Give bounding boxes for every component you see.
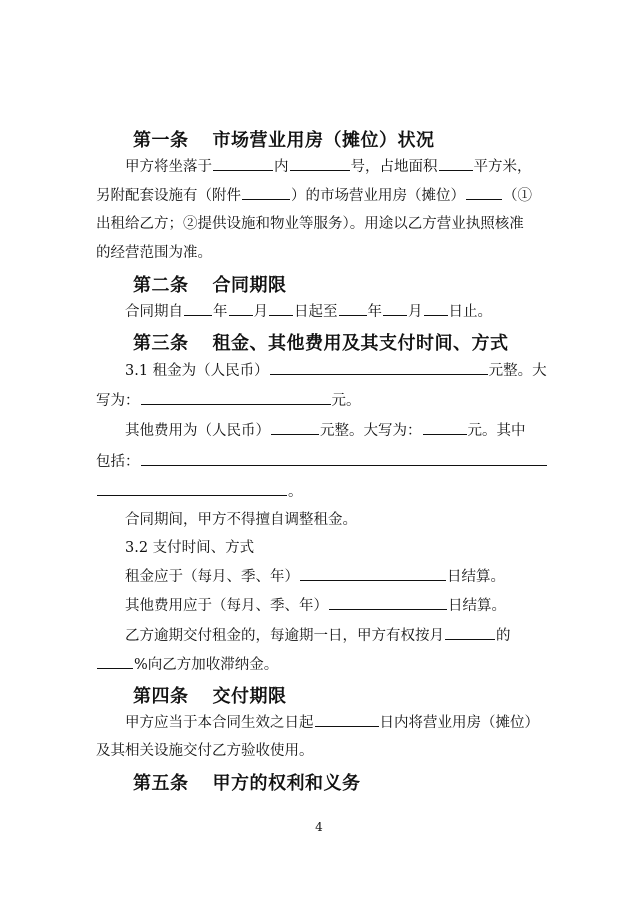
section-title: 交付期限 bbox=[212, 686, 287, 707]
blank-field bbox=[339, 301, 367, 316]
blank-field bbox=[290, 156, 350, 171]
section-number: 第五条 bbox=[133, 773, 189, 794]
paragraph-line: 的经营范围为准。 bbox=[96, 245, 212, 261]
paragraph-line: 。 bbox=[96, 481, 551, 502]
section-title: 租金、其他费用及其支付时间、方式 bbox=[212, 333, 509, 354]
paragraph-line: 合同期间，甲方不得擅自调整租金。 bbox=[125, 512, 357, 528]
blank-field bbox=[315, 712, 379, 727]
blank-field bbox=[184, 301, 212, 316]
paragraph-line: 3.2 支付时间、方式 bbox=[125, 540, 255, 556]
paragraph-line: 出租给乙方；②提供设施和物业等服务）。用途以乙方营业执照核准 bbox=[96, 216, 524, 232]
paragraph-line: 及其相关设施交付乙方验收使用。 bbox=[96, 743, 314, 759]
section-title: 合同期限 bbox=[212, 275, 287, 296]
paragraph-line: 乙方逾期交付租金的，每逾期一日，甲方有权按月 的 bbox=[125, 625, 580, 646]
section-heading-4 bbox=[133, 682, 287, 708]
blank-field bbox=[300, 566, 446, 581]
blank-field bbox=[445, 625, 495, 640]
section-heading-1 bbox=[133, 126, 435, 152]
blank-field bbox=[439, 156, 473, 171]
blank-field bbox=[242, 185, 290, 200]
section-number: 第四条 bbox=[133, 686, 189, 707]
section-heading-2 bbox=[133, 271, 287, 297]
blank-field bbox=[141, 451, 547, 466]
blank-field bbox=[213, 156, 273, 171]
paragraph-line: 写为： 元。 bbox=[96, 390, 551, 411]
blank-field bbox=[329, 595, 447, 610]
paragraph-line: %向乙方加收滞纳金。 bbox=[96, 654, 551, 675]
paragraph-line: 租金应于（每月、季、年） 日结算。 bbox=[125, 566, 580, 587]
paragraph-line: 另附配套设施有（附件 ）的市场营业用房（摊位） （① bbox=[96, 185, 551, 206]
blank-field bbox=[424, 301, 448, 316]
blank-field bbox=[270, 360, 488, 375]
paragraph-line: 甲方将坐落于 内 号，占地面积 平方米， bbox=[125, 156, 580, 177]
section-number: 第一条 bbox=[133, 130, 189, 151]
paragraph-line: 包括： bbox=[96, 451, 551, 472]
paragraph-line: 其他费用为（人民币） 元整。大写为： 元。其中 bbox=[125, 420, 580, 441]
section-heading-3 bbox=[133, 329, 509, 355]
blank-field bbox=[466, 185, 502, 200]
blank-field bbox=[423, 420, 467, 435]
blank-field bbox=[269, 301, 293, 316]
blank-field bbox=[271, 420, 319, 435]
paragraph-line: 甲方应当于本合同生效之日起 日内将营业用房（摊位） bbox=[125, 712, 580, 733]
blank-field bbox=[97, 481, 287, 496]
section-number: 第二条 bbox=[133, 275, 189, 296]
section-heading-5 bbox=[133, 769, 361, 795]
section-number: 第三条 bbox=[133, 333, 189, 354]
paragraph-line: 其他费用应于（每月、季、年） 日结算。 bbox=[125, 595, 580, 616]
blank-field bbox=[229, 301, 253, 316]
section-title: 甲方的权利和义务 bbox=[212, 773, 361, 794]
blank-field bbox=[383, 301, 407, 316]
page-number: 4 bbox=[315, 820, 323, 834]
section-title: 市场营业用房（摊位）状况 bbox=[212, 130, 435, 151]
blank-field bbox=[141, 390, 331, 405]
paragraph-line: 合同期自 年 月 日起至 年 月 日止。 bbox=[125, 301, 580, 322]
paragraph-line: 3.1 租金为（人民币） 元整。大 bbox=[125, 360, 580, 381]
blank-field bbox=[97, 654, 133, 669]
